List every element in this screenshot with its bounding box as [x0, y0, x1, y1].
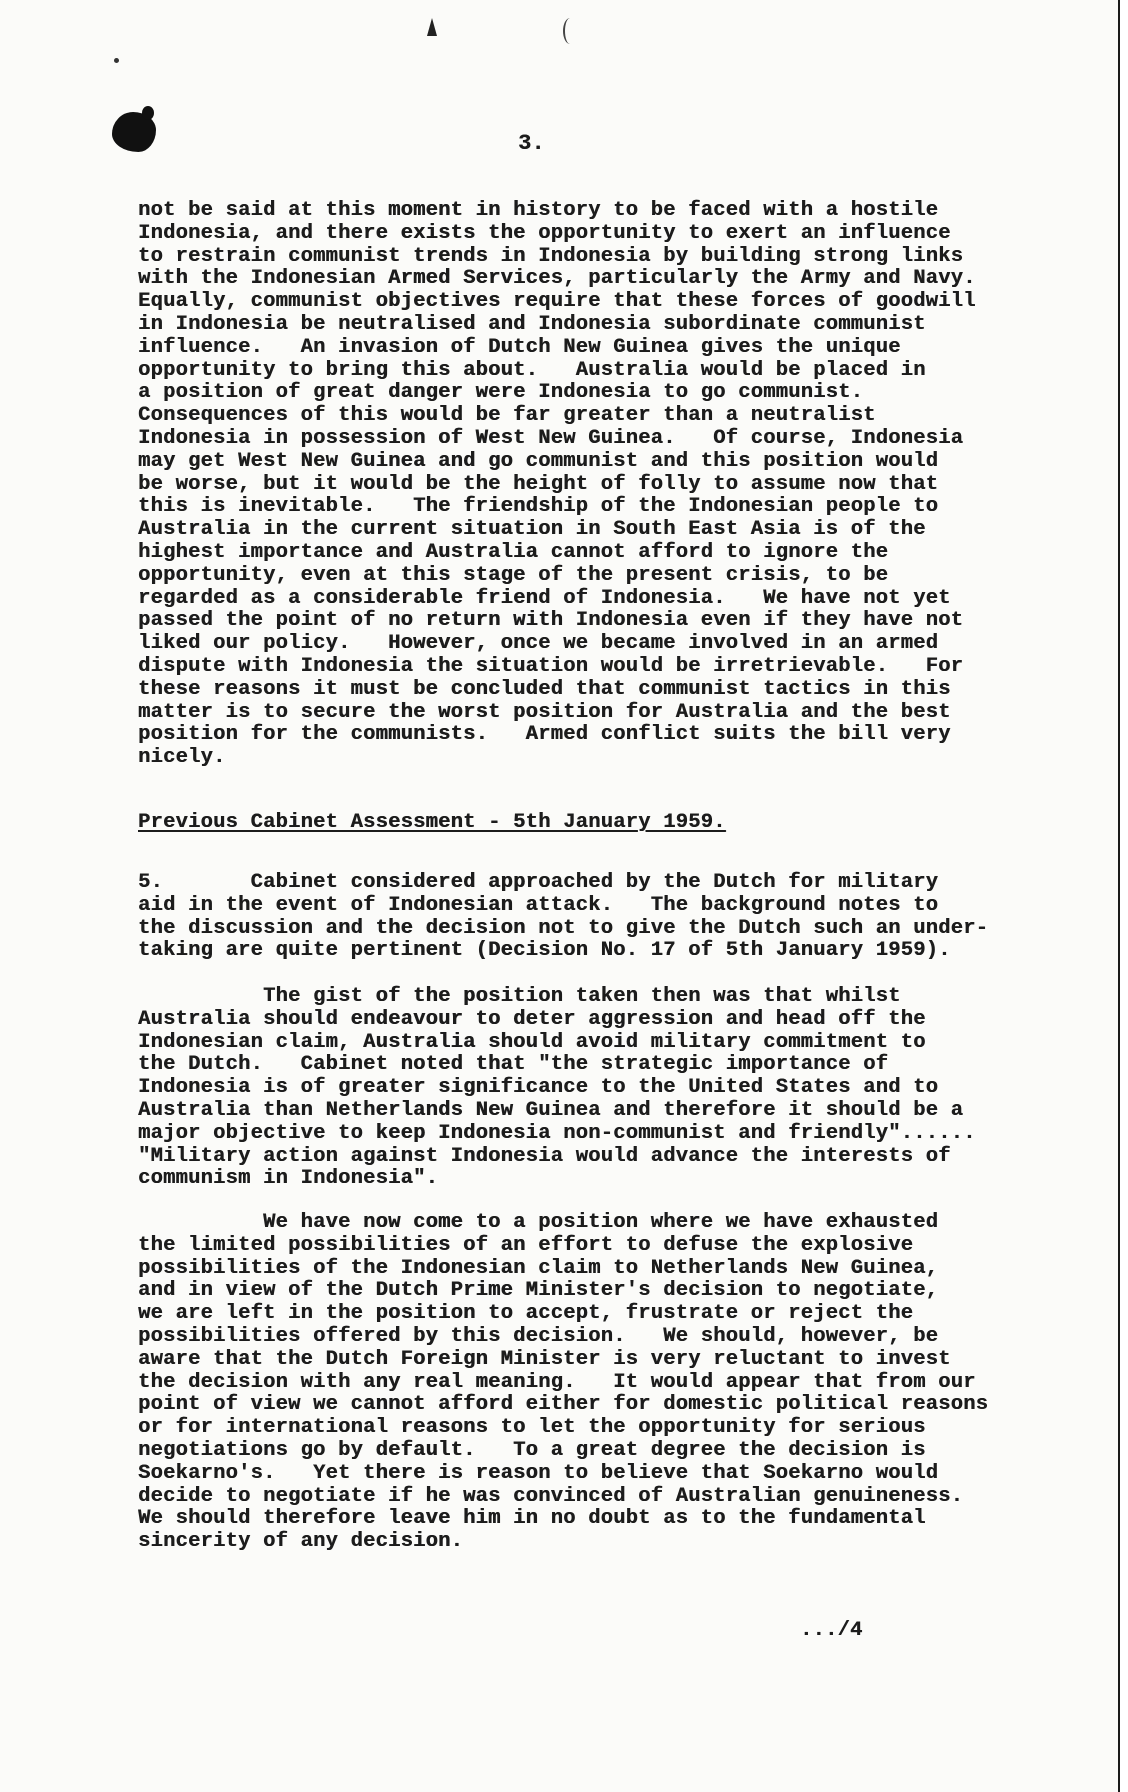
ink-blot: [112, 112, 156, 152]
body-paragraph: not be said at this moment in history to be faced with a hostile Indonesia, and there exists the opportunity to exert an influence to restrain communist trends in Indonesia by building strong links with the Indonesian Armed Services, particularly the Army and Navy. Equally, communist objectives require that these forces of goodwill in Indonesia be neutralised and Indonesia subordinate communist influence. An invasion of Dutch New Guinea gives the unique opportunity to bring this about. Australia would be placed in a position of great danger were Indonesia to go communist. Consequences of this would be far greater than a neutralist Indonesia in possession of West New Guinea. Of course, Indonesia may get West New Guinea and go communist and this position would be worse, but it would be the height of folly to assume now that this is inevitable. The friendship of the Indonesian people to Australia in the current situation in South East Asia is of the highest importance and Australia cannot afford to ignore the opportunity, even at this stage of the present crisis, to be regarded as a considerable friend of Indonesia. We have not yet passed the point of no return with Indonesia even if they have not liked our policy. However, once we became involved in an armed dispute with Indonesia the situation would be irretrievable. For these reasons it must be concluded that communist tactics in this matter is to secure the worst position for Australia and the best position for the communists. Armed conflict suits the bill very nicely.: [138, 199, 976, 770]
body-paragraph: The gist of the position taken then was that whilst Australia should endeavour to deter aggression and head off the Indonesian claim, Australia should avoid military commitment to the Dutch. Cabinet noted that "the strategic importance of Indonesia is of greater significance to the United States and to Australia than Netherlands New Guinea and therefore it should be a major objective to keep Indonesia non-communist and friendly"...... "Military action against Indonesia would advance the interests of communism in Indonesia".: [138, 985, 976, 1191]
scan-mark: [427, 18, 437, 36]
body-paragraph: We have now come to a position where we have exhausted the limited possibilities of an effort to defuse the explosive possibilities of the Indonesian claim to Netherlands New Guinea, and in view of the Dutch Prime Minister's decision to negotiate, we are left in the position to accept, frustrate or reject the possibilities offered by this decision. We should, however, be aware that the Dutch Foreign Minister is very reluctant to invest the decision with any real meaning. It would appear that from our point of view we cannot afford either for domestic political reasons or for international reasons to let the opportunity for serious negotiations go by default. To a great degree the decision is Soekarno's. Yet there is reason to believe that Soekarno would decide to negotiate if he was convinced of Australian genuineness. We should therefore leave him in no doubt as to the fundamental sincerity of any decision.: [138, 1211, 989, 1554]
body-paragraph: 5. Cabinet considered approached by the Dutch for military aid in the event of Indonesian attack. The background notes to the discussion and the decision not to give the Dutch such an under- taking are quite pertinent (Decision No. 17 of 5th January 1959).: [138, 871, 989, 963]
section-heading: Previous Cabinet Assessment - 5th January 1959.: [138, 811, 726, 834]
scan-mark: [563, 18, 577, 44]
continuation-marker: .../4: [800, 1619, 863, 1642]
scan-mark: [114, 58, 119, 63]
page-number: 3.: [518, 131, 545, 156]
